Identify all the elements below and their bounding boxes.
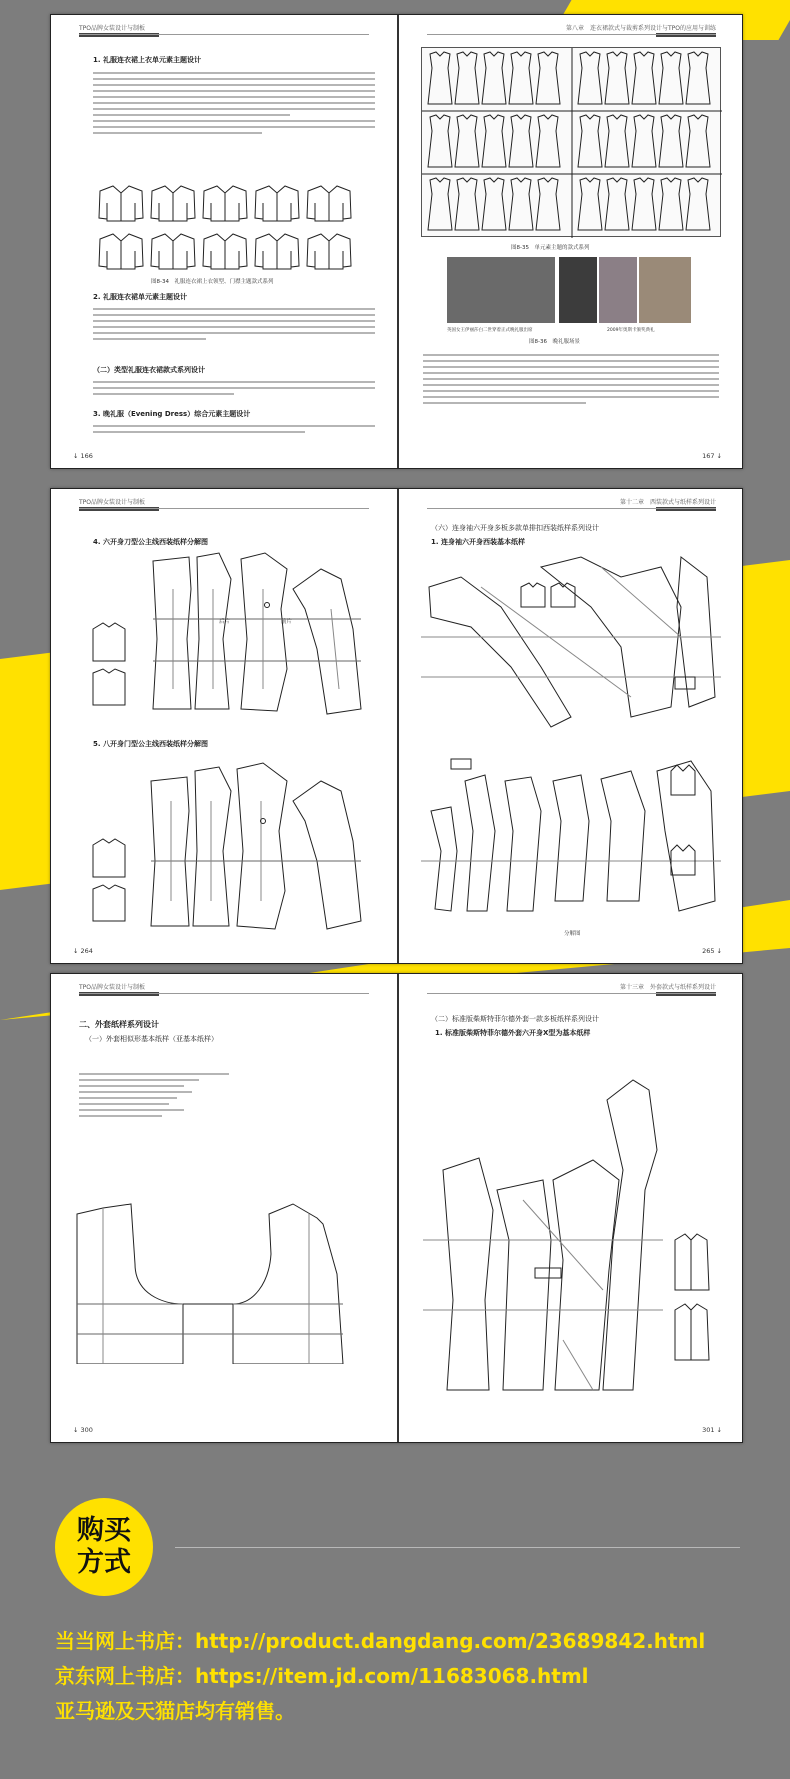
book-spread-2 [50,488,743,964]
jd-store-link[interactable]: 京东网上书店：https://item.jd.com/11683068.html [55,1664,589,1688]
body-text [423,351,719,408]
dress-flat-sketches [422,48,722,238]
section-heading: 1. 标准版柴斯特菲尔德外套六开身X型为基本纸样 [435,1029,591,1037]
page-number: 301 ↓ [702,1426,722,1434]
section-heading: 5. 八开身门型公主线西装纸样分解图 [93,740,208,748]
pattern-label-split: 分解图 [564,931,581,937]
dangdang-store-link[interactable]: 当当网上书店：http://product.dangdang.com/23689842.html [55,1629,706,1653]
pattern-notes [79,1070,229,1121]
running-head-rule [79,508,369,509]
section-heading: （二）标准版柴斯特菲尔德外套一款多板纸样系列设计 [431,1015,599,1023]
coat-basic-block-pattern [73,1164,373,1364]
running-head-rule [427,508,716,509]
pattern-label-front: 前片 [281,619,293,625]
page-301 [399,974,744,1442]
section-heading: 4. 六开身刀型公主线西装纸样分解图 [93,538,208,546]
running-head: 第十二章 西装款式与纸样系列设计 [619,499,716,506]
running-head: TPO品牌女装设计与制板 [79,984,146,991]
page-166 [51,15,397,468]
photo-caption-oscar: 2009年奥斯卡颁奖典礼 [607,328,655,333]
purchase-divider [175,1547,740,1548]
section-heading: 3. 晚礼服（Evening Dress）综合元素主题设计 [93,410,251,418]
pattern-label-back: 后片 [219,619,231,625]
page-number: ↓ 166 [73,452,93,460]
running-head: 第八章 连衣裙款式与裁剪系列设计与TPO的应用与训练 [565,25,716,32]
running-head-rule [79,34,369,35]
page-264 [51,489,397,963]
body-text [93,305,375,344]
running-head: TPO品牌女装设计与制板 [79,499,146,506]
book-spread-3 [50,973,743,1443]
section-heading: 1. 连身袖六开身西装基本纸样 [431,538,525,546]
body-text [93,378,375,399]
dress-sketch-grid [421,47,721,237]
running-head: 第十三章 外套款式与纸样系列设计 [619,984,716,991]
section-heading: （二）类型礼服连衣裙款式系列设计 [93,366,205,374]
book-spread-1 [50,14,743,469]
photo-oscar-1 [559,257,597,323]
page-300 [51,974,397,1442]
running-head-rule [79,993,369,994]
photo-caption-royal: 英国女王伊丽莎白二世穿着正式晚礼服出席 [447,328,533,333]
figure-caption: 图8-36 晚礼服场景 [529,339,580,345]
chesterfield-coat-draft [423,1040,723,1400]
figure-caption: 图8-35 单元素主题的款式系列 [511,245,590,251]
section-heading: （一）外套相似形基本纸样（亚基本纸样） [85,1035,218,1043]
page-number: ↓ 300 [73,1426,93,1434]
jacket-flat-sketches [95,183,355,273]
running-head: TPO品牌女装设计与制板 [79,25,146,32]
sleeve-jacket-draft [421,547,721,747]
page-number: 167 ↓ [702,452,722,460]
body-text [93,422,375,437]
sleeve-jacket-pieces [421,751,721,931]
page-265 [399,489,744,963]
body-text [93,69,375,138]
other-stores-text: 亚马逊及天猫店均有销售。 [55,1699,295,1723]
purchase-badge-line1: 购买 [77,1515,131,1546]
photo-oscar-3 [639,257,691,323]
eight-panel-pattern-pieces [91,751,381,941]
photo-royal-evening [447,257,555,323]
purchase-badge [55,1498,153,1596]
section-heading: 2. 礼服连衣裙单元素主题设计 [93,293,187,301]
section-heading: 二、外套纸样系列设计 [79,1020,159,1029]
six-panel-pattern-pieces [91,549,381,729]
photo-oscar-2 [599,257,637,323]
figure-caption: 图8-34 礼服连衣裙上衣领型、门襟主题款式系列 [151,279,274,285]
section-heading: 1. 礼服连衣裙上衣单元素主题设计 [93,56,201,64]
purchase-badge-line2: 方式 [77,1547,131,1578]
running-head-rule [427,34,716,35]
running-head-rule [427,993,716,994]
section-heading: （六）连身袖六开身多板多款单排扣西装纸样系列设计 [431,524,599,532]
page-number: 265 ↓ [702,947,722,955]
page-number: ↓ 264 [73,947,93,955]
page-167 [399,15,744,468]
